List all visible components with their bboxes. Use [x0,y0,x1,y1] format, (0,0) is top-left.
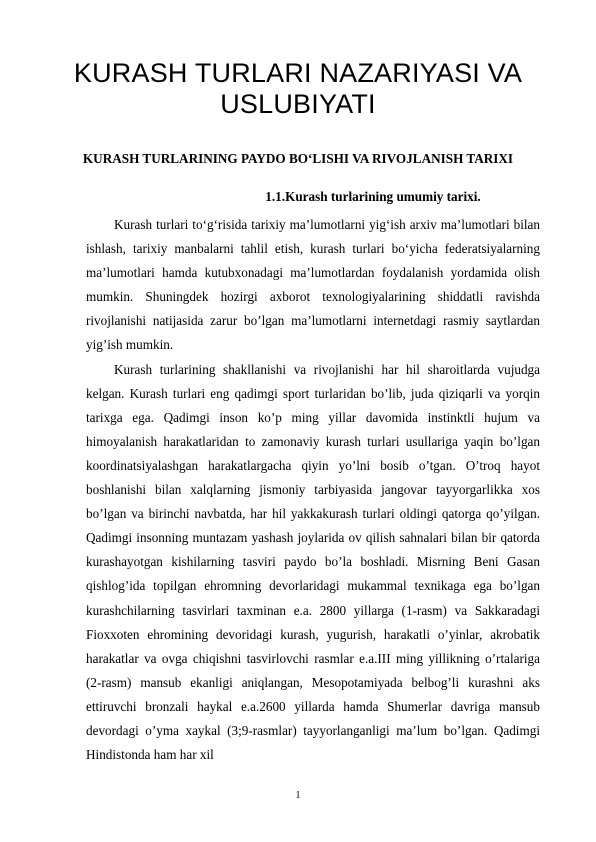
body-text [86,213,540,767]
paragraph: Kurash turlarining shakllanishi va rivojlanishi har hil sharoitlarda vujudga kelgan. Kurash turlari eng qadimgi sport turlaridan bo’lib, juda qiziqarli va yorqin tarixga ega. Qadimgi inson ko’p ming yillar davomida instinktli hujum va himoyalanish harakatlaridan to zamonaviy kurash turlari usullariga yaqin bo’lgan koordinatsiyalashgan harakatlargacha qiyin yo’lni bosib o’tgan. O’troq hayot boshlanishi bilan xalqlarning jismoniy tarbiyasida jangovar tayyorgarlikka xos bo’lgan va birinchi navbatda, har hil yakkakurash turlari oldingi qatorga qo’yilgan. Qadimgi insonning muntazam yashash joylarida ov qilish sahnalari bilan bir qatorda kurashayotgan kishilarning tasviri paydo bo’la boshladi. Misrning Beni Gasan qishlog’ida topilgan ehromning devorlaridagi mukammal texnikaga ega bo’lgan kurashchilarning tasvirlari taxminan e.a. 2800 yillarga (1-rasm) va Sakkaradagi Fioxxoten ehromining devoridagi kurash, yugurish, harakatli o’yinlar, akrobatik harakatlar va ovga chiqishni tasvirlovchi rasmlar e.a.III ming yillikning o’rtalariga (2-rasm) mansub ekanligi aniqlangan, Mesopotamiyada belbog’li kurashni aks ettiruvchi bronzali haykal e.a.2600 yillarda hamda Shumerlar davriga mansub devordagi o’yma xaykal (3;9-rasmlar) tayyorlanganligi ma’lum bo’lgan. Qadimgi Hindistonda ham har xil [86,361,540,763]
paragraph: Kurash turlari to‘g‘risida tarixiy ma’lumotlarni yig‘ish arxiv ma’lumotlari bilan ishlash, tarixiy manbalarni tahlil etish, kurash turlari bo‘yicha federatsiyalarning ma’lumotlari hamda kutubxonadagi ma’lumotlardan foydalanish yordamida olish mumkin. Shuningdek hozirgi axborot texnologiyalarining shiddatli ravishda rivojlanishi natijasida zarur bo’lgan ma’lumotlarni internetdagi rasmiy saytlardan yig’ish mumkin. [86,217,540,353]
section-heading: KURASH TURLARINING PAYDO BO‘LISHI VA RIVOJLANISH TARIXI [82,151,514,166]
subsection-heading: 1.1.Kurash turlarining umumiy tarixi. [265,189,481,204]
document-title: KURASH TURLARI NAZARIYASI VA USLUBIYATI [73,58,523,119]
page-number: 1 [295,790,301,801]
